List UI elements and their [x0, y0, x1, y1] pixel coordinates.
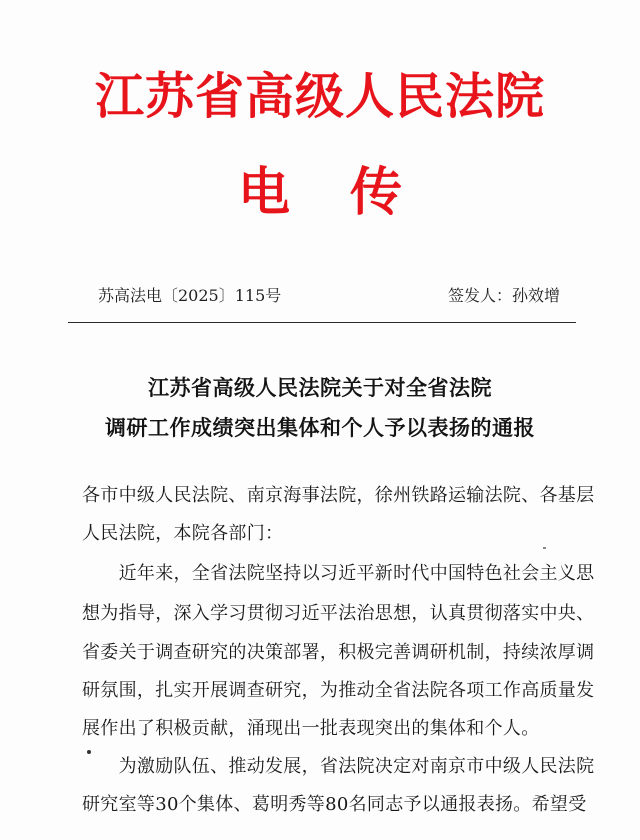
body-line: 省委关于调查研究的决策部署，积极完善调研机制，持续浓厚调 [82, 642, 595, 663]
body-line: 研氛围，扎实开展调查研究，为推动全省法院各项工作高质量发 [82, 680, 595, 701]
body-line: 想为指导，深入学习贯彻习近平法治思想，认真贯彻落实中央、 [82, 603, 595, 624]
header-divider [68, 322, 576, 323]
body-line: 近年来，全省法院坚持以习近平新时代中国特色社会主义思 [82, 563, 595, 584]
issuing-organization-title: 江苏省高级人民法院 [94, 68, 545, 125]
body-line: 研究室等30个集体、葛明秀等80名同志予以通报表扬。希望受 [82, 794, 587, 815]
body-line: 人民法院，本院各部门： [82, 523, 284, 544]
document-type-heading: 电传 [237, 163, 462, 223]
document-number: 苏高法电〔2025〕115号 [98, 286, 282, 305]
signer-label: 签发人：孙效增 [447, 286, 560, 305]
document-meta-row [98, 283, 560, 309]
body-line: 为激励队伍、推动发展，省法院决定对南京市中级人民法院 [82, 756, 595, 777]
stray-mark [87, 750, 91, 754]
notice-title-line-1: 江苏省高级人民法院关于对全省法院 [148, 375, 492, 400]
scan-speck [543, 547, 546, 549]
body-line: 展作出了积极贡献，涌现出一批表现突出的集体和个人。 [82, 718, 540, 739]
notice-title-line-2: 调研工作成绩突出集体和个人予以表扬的通报 [105, 415, 535, 440]
body-line: 各市中级人民法院、南京海事法院，徐州铁路运输法院、各基层 [82, 485, 595, 506]
